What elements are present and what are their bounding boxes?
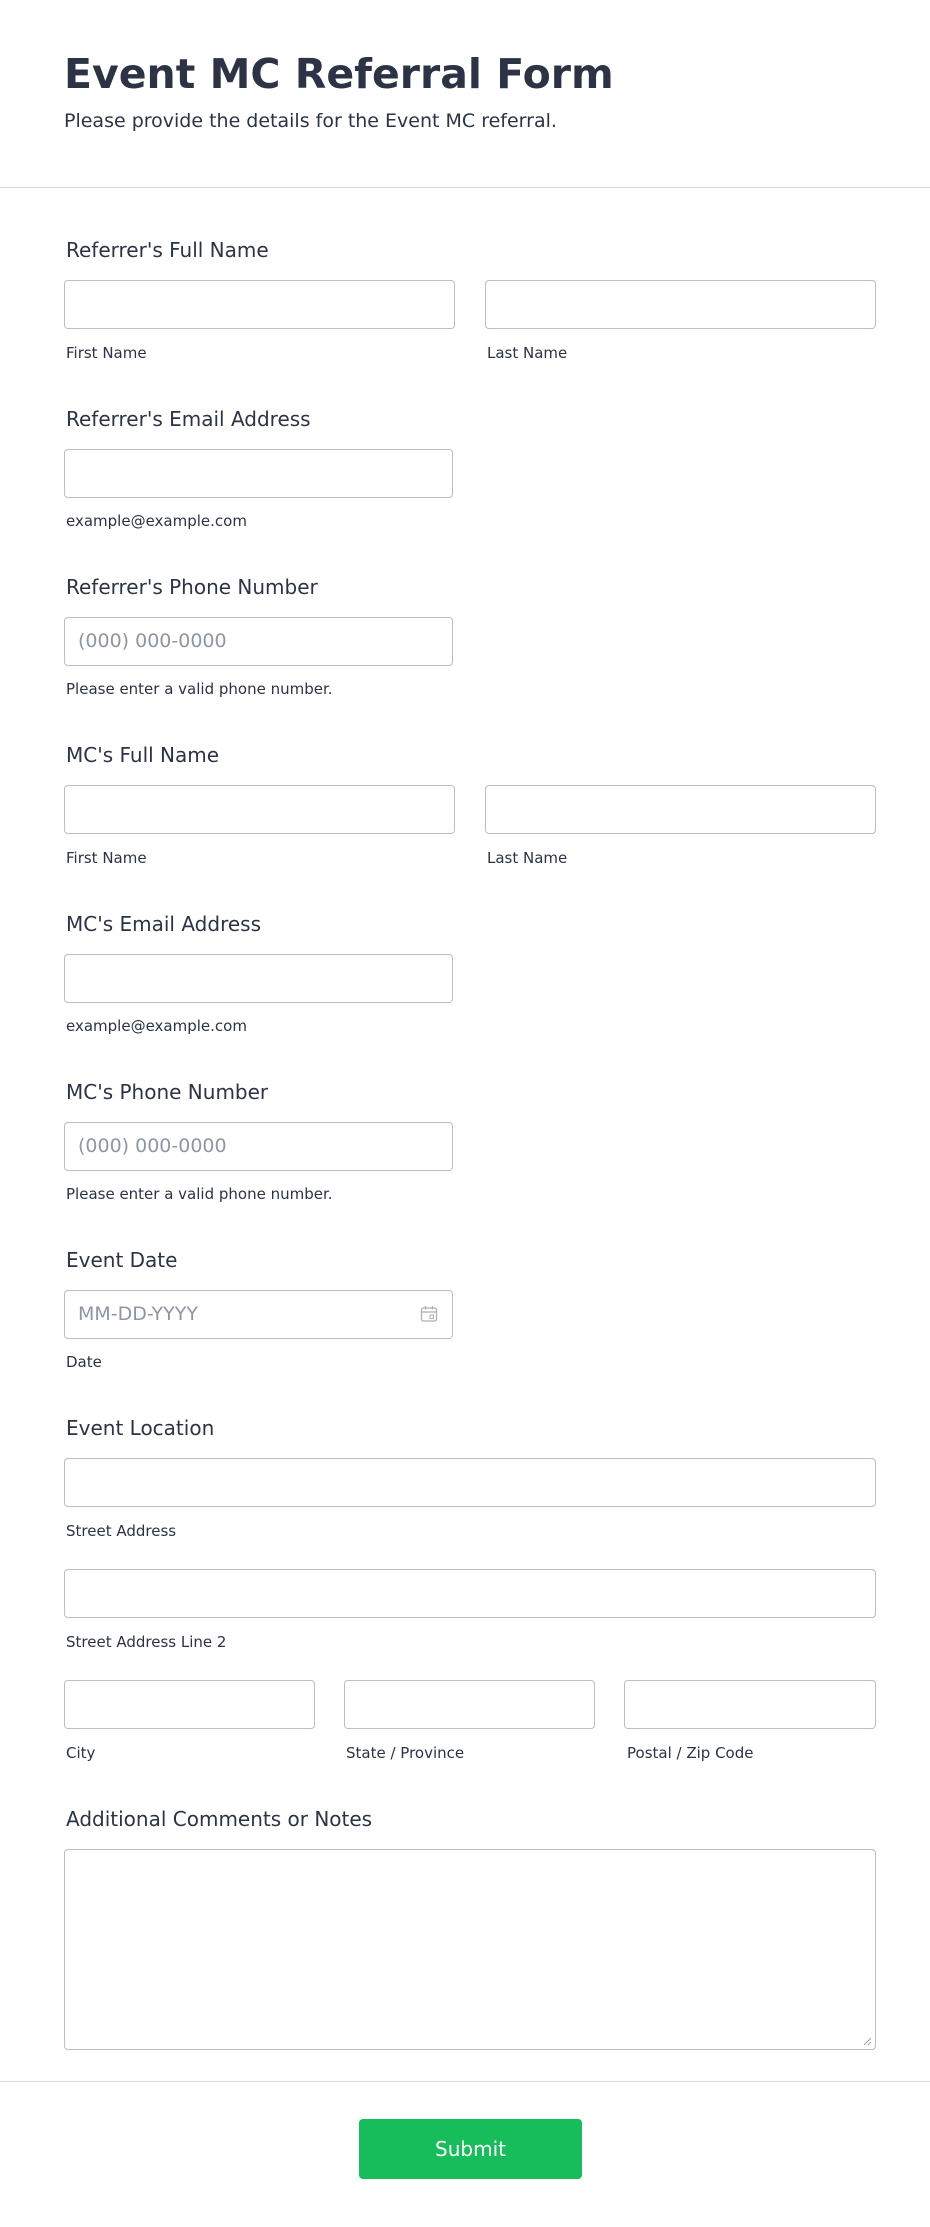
mc-email-sublabel: example@example.com bbox=[66, 1017, 247, 1035]
state-province-sublabel: State / Province bbox=[346, 1744, 465, 1762]
mc-phone-label: MC's Phone Number bbox=[66, 1080, 269, 1104]
comments-textarea[interactable] bbox=[64, 1849, 876, 2050]
referrer-last-name-sublabel: Last Name bbox=[487, 344, 568, 362]
resize-handle-icon[interactable] bbox=[862, 2036, 872, 2046]
mc-last-name-sublabel: Last Name bbox=[487, 849, 568, 867]
referrer-name-label: Referrer's Full Name bbox=[66, 238, 269, 262]
referrer-phone-sublabel: Please enter a valid phone number. bbox=[66, 680, 333, 698]
referrer-first-name-input[interactable] bbox=[64, 280, 455, 329]
form-subtitle: Please provide the details for the Event MC referral. bbox=[64, 110, 557, 132]
event-date-sublabel: Date bbox=[66, 1353, 102, 1371]
state-province-input[interactable] bbox=[344, 1680, 595, 1729]
submit-button[interactable]: Submit bbox=[359, 2119, 582, 2179]
city-sublabel: City bbox=[66, 1744, 96, 1762]
mc-phone-placeholder: (000) 000-0000 bbox=[78, 1135, 227, 1157]
event-date-input[interactable] bbox=[64, 1290, 453, 1339]
street-address-input[interactable] bbox=[64, 1458, 876, 1507]
referrer-email-label: Referrer's Email Address bbox=[66, 407, 311, 431]
footer-divider bbox=[0, 2081, 930, 2082]
form-title: Event MC Referral Form bbox=[64, 50, 614, 98]
referrer-phone-input[interactable] bbox=[64, 617, 453, 666]
mc-phone-input[interactable] bbox=[64, 1122, 453, 1171]
referrer-last-name-input[interactable] bbox=[485, 280, 876, 329]
calendar-icon[interactable] bbox=[420, 1305, 438, 1323]
street-address-sublabel: Street Address bbox=[66, 1522, 177, 1540]
street-address-line2-sublabel: Street Address Line 2 bbox=[66, 1633, 227, 1651]
referrer-first-name-sublabel: First Name bbox=[66, 344, 147, 362]
street-address-line2-input[interactable] bbox=[64, 1569, 876, 1618]
postal-zip-sublabel: Postal / Zip Code bbox=[627, 1744, 754, 1762]
mc-phone-sublabel: Please enter a valid phone number. bbox=[66, 1185, 333, 1203]
referrer-email-input[interactable] bbox=[64, 449, 453, 498]
header-divider bbox=[0, 187, 930, 188]
city-input[interactable] bbox=[64, 1680, 315, 1729]
referrer-phone-label: Referrer's Phone Number bbox=[66, 575, 318, 599]
event-date-label: Event Date bbox=[66, 1248, 178, 1272]
mc-first-name-sublabel: First Name bbox=[66, 849, 147, 867]
referrer-phone-placeholder: (000) 000-0000 bbox=[78, 630, 227, 652]
mc-first-name-input[interactable] bbox=[64, 785, 455, 834]
postal-zip-input[interactable] bbox=[624, 1680, 876, 1729]
mc-name-label: MC's Full Name bbox=[66, 743, 220, 767]
mc-email-input[interactable] bbox=[64, 954, 453, 1003]
comments-label: Additional Comments or Notes bbox=[66, 1807, 373, 1831]
event-date-placeholder: MM-DD-YYYY bbox=[78, 1303, 198, 1325]
event-location-label: Event Location bbox=[66, 1416, 215, 1440]
mc-email-label: MC's Email Address bbox=[66, 912, 261, 936]
mc-last-name-input[interactable] bbox=[485, 785, 876, 834]
referrer-email-sublabel: example@example.com bbox=[66, 512, 247, 530]
